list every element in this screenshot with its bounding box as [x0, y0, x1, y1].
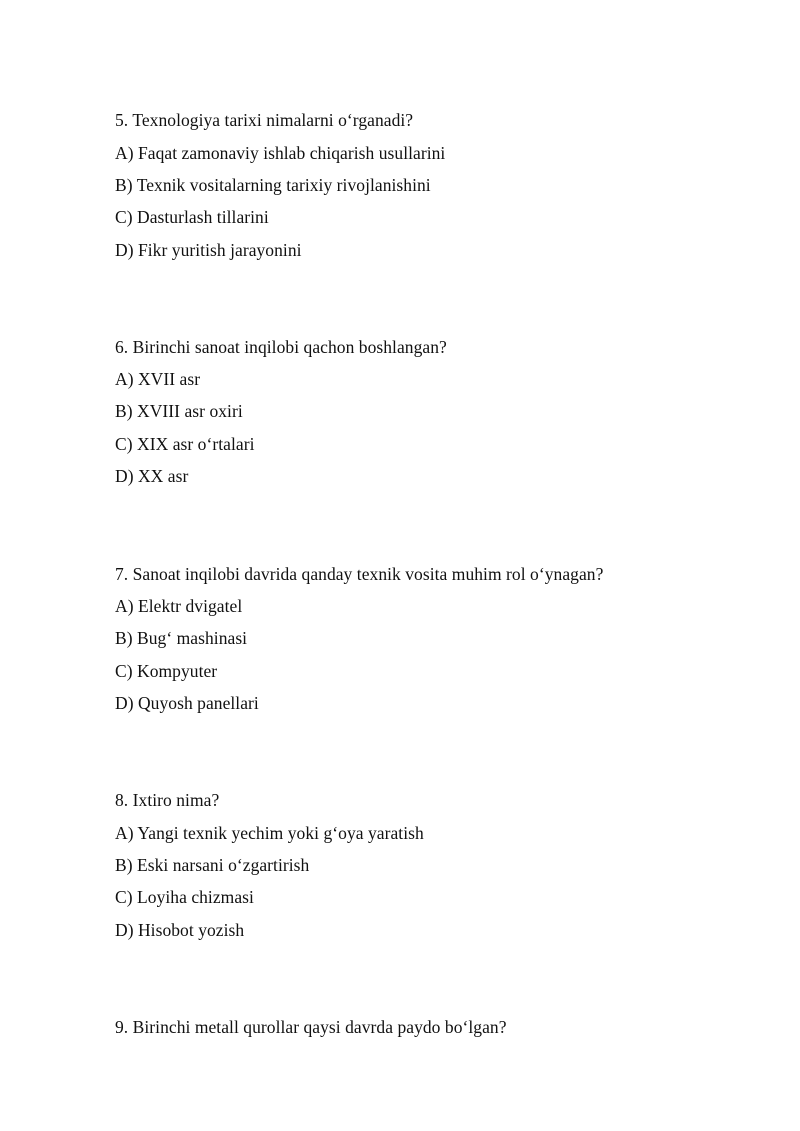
question-8-text: 8. Ixtiro nima? [115, 790, 220, 810]
question-8-option-d: D) Hisobot yozish [115, 920, 245, 940]
question-7-option-c: C) Kompyuter [115, 661, 218, 681]
question-5-text: 5. Texnologiya tarixi nimalarni o‘rganadi? [115, 110, 414, 130]
question-6-option-d: D) XX asr [115, 466, 189, 486]
question-7-option-d: D) Quyosh panellari [115, 693, 259, 713]
question-8-option-a: A) Yangi texnik yechim yoki g‘oya yaratish [115, 823, 424, 843]
question-6-option-a: A) XVII asr [115, 369, 201, 389]
question-8-option-c: C) Loyiha chizmasi [115, 887, 254, 907]
question-5-option-d: D) Fikr yuritish jarayonini [115, 240, 302, 260]
question-7-option-a: A) Elektr dvigatel [115, 596, 243, 616]
question-9-text: 9. Birinchi metall qurollar qaysi davrda paydo bo‘lgan? [115, 1017, 507, 1037]
question-7-text: 7. Sanoat inqilobi davrida qanday texnik vosita muhim rol o‘ynagan? [115, 564, 604, 584]
question-7-option-b: B) Bug‘ mashinasi [115, 628, 248, 648]
question-6-text: 6. Birinchi sanoat inqilobi qachon boshlangan? [115, 337, 447, 357]
question-5-option-c: C) Dasturlash tillarini [115, 207, 269, 227]
question-8-option-b: B) Eski narsani o‘zgartirish [115, 855, 310, 875]
question-6-option-c: C) XIX asr o‘rtalari [115, 434, 255, 454]
question-6-option-b: B) XVIII asr oxiri [115, 401, 243, 421]
question-5-option-a: A) Faqat zamonaviy ishlab chiqarish usullarini [115, 143, 446, 163]
question-5-option-b: B) Texnik vositalarning tarixiy rivojlanishini [115, 175, 431, 195]
